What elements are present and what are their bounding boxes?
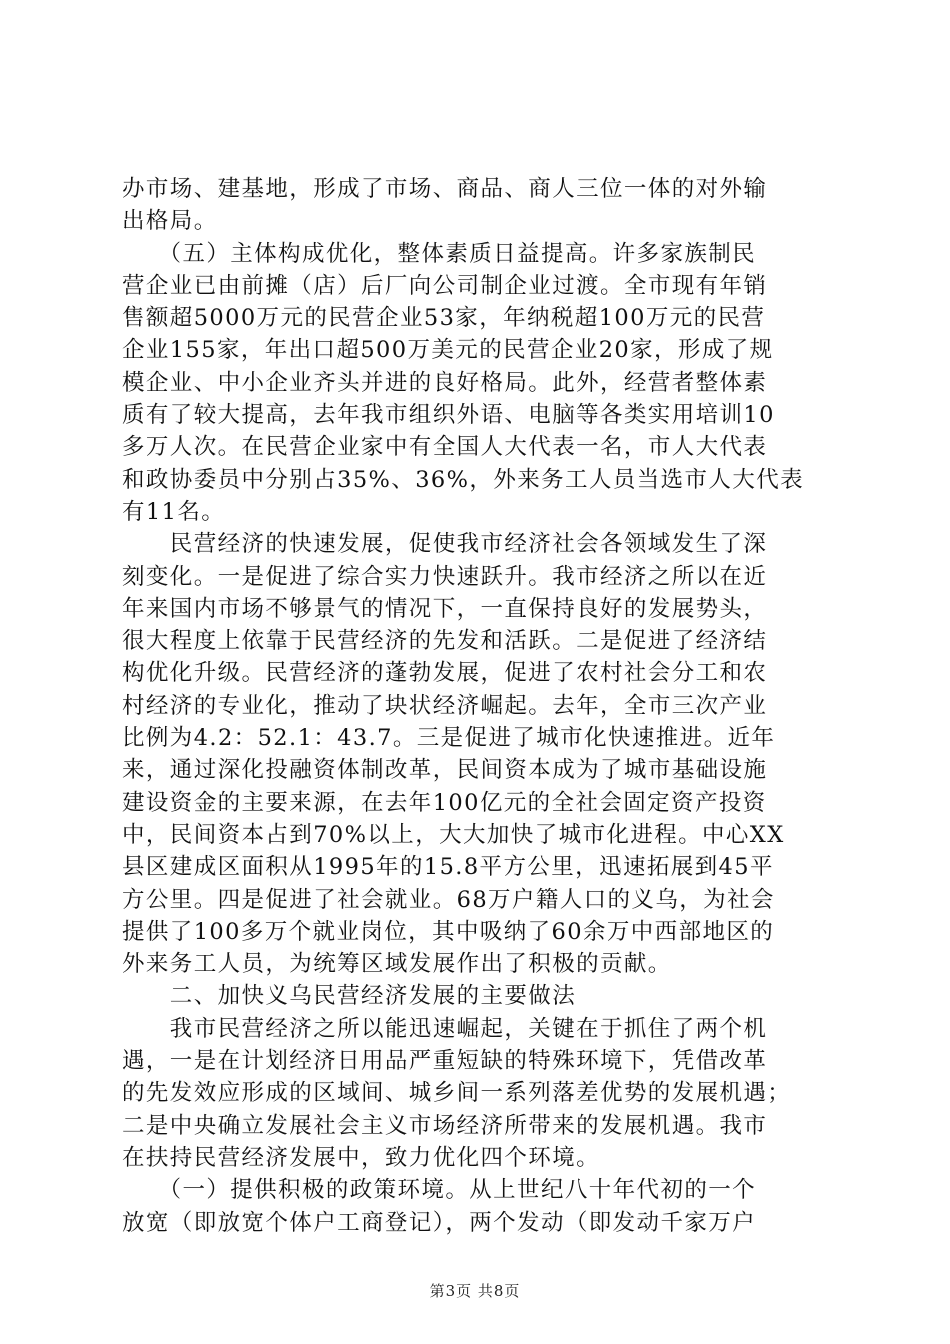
text-line: 出格局。: [122, 208, 218, 235]
text-line: 刻变化。一是促进了综合实力快速跃升。我市经济之所以在近: [122, 563, 768, 590]
text-line: 放宽（即放宽个体户工商登记），两个发动（即发动千家万户: [122, 1209, 757, 1236]
text-line: 中，民间资本占到70%以上，大大加快了城市化进程。中心XX: [122, 821, 785, 848]
text-line: 比例为4.2：52.1：43.7。三是促进了城市化快速推进。近年: [122, 725, 776, 752]
body-text: [122, 173, 812, 1239]
text-line: 企业155家，年出口超500万美元的民营企业20家，形成了规: [122, 337, 774, 364]
text-line: 我市民营经济之所以能迅速崛起，关键在于抓住了两个机: [122, 1015, 768, 1042]
text-line: 售额超5000万元的民营企业53家，年纳税超100万元的民营: [122, 305, 766, 332]
text-line: 提供了100多万个就业岗位，其中吸纳了60余万中西部地区的: [122, 918, 775, 945]
text-line: 质有了较大提高，去年我市组织外语、电脑等各类实用培训10: [122, 402, 775, 429]
text-line: 方公里。四是促进了社会就业。68万户籍人口的义乌，为社会: [122, 886, 775, 913]
text-line: 的先发效应形成的区域间、城乡间一系列落差优势的发展机遇；: [122, 1080, 792, 1107]
text-line: 来，通过深化投融资体制改革，民间资本成为了城市基础设施: [122, 757, 768, 784]
text-line: 和政协委员中分别占35%、36%，外来务工人员当选市人大代表: [122, 466, 805, 493]
text-line: 村经济的专业化，推动了块状经济崛起。去年，全市三次产业: [122, 692, 768, 719]
text-line: 办市场、建基地，形成了市场、商品、商人三位一体的对外输: [122, 176, 768, 202]
text-line: （五）主体构成优化，整体素质日益提高。许多家族制民: [122, 240, 757, 267]
text-line: 建设资金的主要来源，在去年100亿元的全社会固定资产投资: [122, 789, 767, 816]
text-line: 年来国内市场不够景气的情况下，一直保持良好的发展势头，: [122, 595, 768, 622]
text-line: 民营经济的快速发展，促使我市经济社会各领域发生了深: [122, 531, 768, 558]
text-line: 外来务工人员，为统筹区域发展作出了积极的贡献。: [122, 951, 672, 978]
text-line: 县区建成区面积从1995年的15.8平方公里，迅速拓展到45平: [122, 854, 774, 881]
section-heading: 二、加快义乌民营经济发展的主要做法: [122, 983, 577, 1010]
page-footer: 第3页 共8页: [429, 1282, 521, 1300]
text-line: 二是中央确立发展社会主义市场经济所带来的发展机遇。我市: [122, 1112, 768, 1139]
text-line: 遇，一是在计划经济日用品严重短缺的特殊环境下，凭借改革: [122, 1048, 768, 1075]
text-line: 很大程度上依靠于民营经济的先发和活跃。二是促进了经济结: [122, 628, 768, 655]
text-line: 有11名。: [122, 498, 226, 525]
text-line: 在扶持民营经济发展中，致力优化四个环境。: [122, 1144, 601, 1171]
text-line: 模企业、中小企业齐头并进的良好格局。此外，经营者整体素: [122, 369, 768, 396]
text-line: 营企业已由前摊（店）后厂向公司制企业过渡。全市现有年销: [122, 272, 768, 299]
text-line: 多万人次。在民营企业家中有全国人大代表一名，市人大代表: [122, 434, 768, 461]
text-line: 构优化升级。民营经济的蓬勃发展，促进了农村社会分工和农: [122, 660, 768, 687]
text-line: （一）提供积极的政策环境。从上世纪八十年代初的一个: [122, 1177, 757, 1204]
